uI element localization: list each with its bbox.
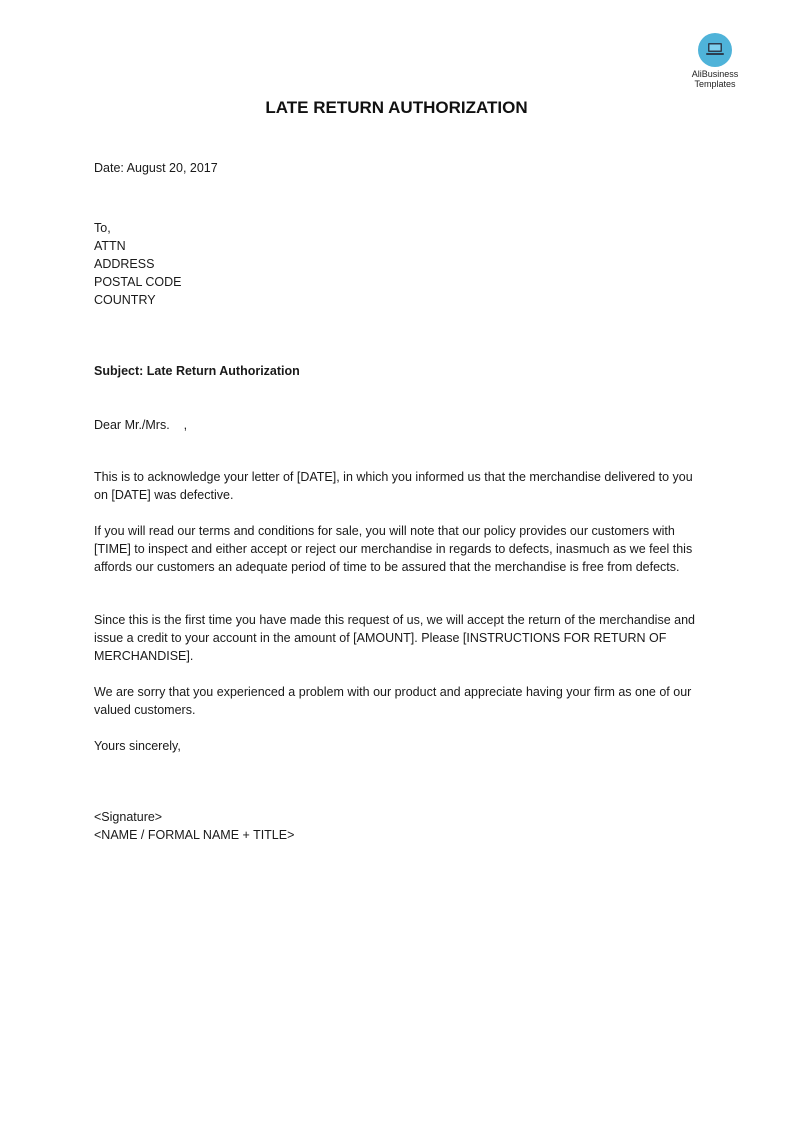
signature-placeholder: <Signature> [94,810,163,824]
recipient-postal-code: POSTAL CODE [94,275,182,289]
body-paragraph-3: Since this is the first time you have made this request of us, we will accept the return of the merchandise and issue a credit to your account in the amount of [AMOUNT]. Please [INSTRUCTIONS FOR RETURN OF MERCHANDISE]. [94,613,695,663]
logo-text-line1: AliBusiness [691,69,739,79]
body-paragraph-1: This is to acknowledge your letter of [DATE], in which you informed us that the merchandise delivered to you on [DATE] was defective. [94,470,693,502]
closing: Yours sincerely, [94,739,181,753]
body-paragraph-4: We are sorry that you experienced a problem with our product and appreciate having your firm as one of our valued customers. [94,685,692,717]
laptop-icon [698,33,732,67]
name-title-placeholder: <NAME / FORMAL NAME + TITLE> [94,828,295,842]
recipient-address: ADDRESS [94,257,155,271]
recipient-country: COUNTRY [94,293,156,307]
subject-line: Subject: Late Return Authorization [94,364,300,378]
document-title: LATE RETURN AUTHORIZATION [265,98,528,117]
letter-date: Date: August 20, 2017 [94,161,218,175]
body-paragraph-2: If you will read our terms and conditions for sale, you will note that our policy provides our customers with [TIME] to inspect and either accept or reject our merchandise in regards to defects, inasmuch as we feel this affords our customers an adequate period of time to be assured that the merchandise is free from defects. [94,524,693,574]
recipient-attn: ATTN [94,239,126,253]
salutation: Dear Mr./Mrs. , [94,418,188,432]
recipient-block [94,219,706,309]
alibusiness-logo [676,33,754,89]
logo-text-line2: Templates [694,79,736,89]
signature-block [94,808,706,844]
recipient-to: To, [94,221,111,235]
